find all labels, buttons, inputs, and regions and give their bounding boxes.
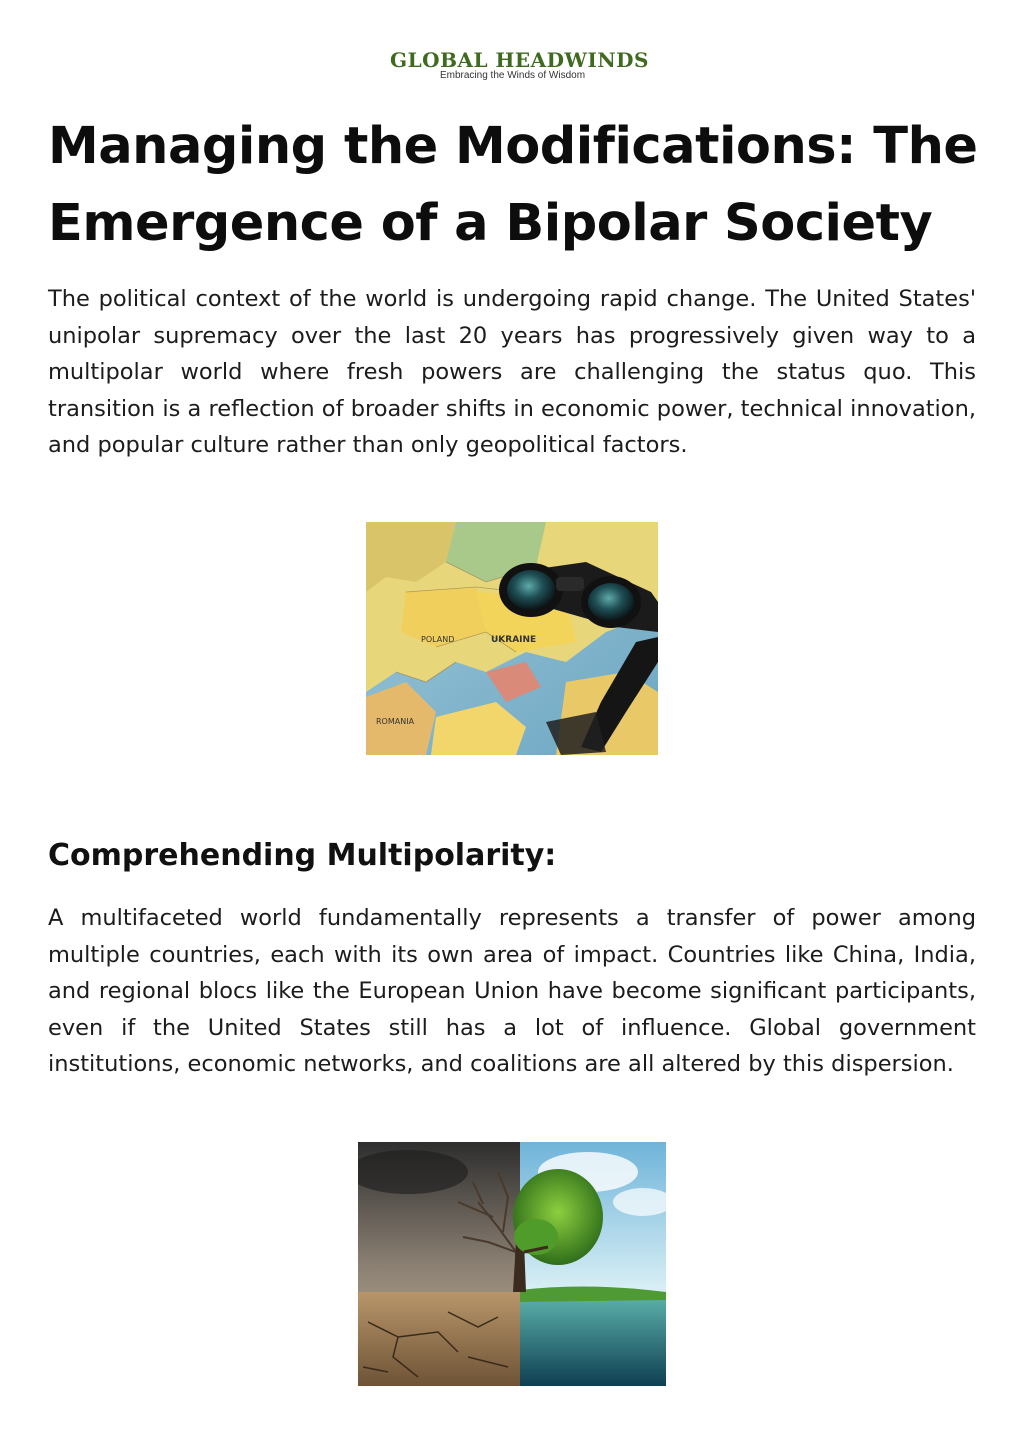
map-label: ROMANIA [376, 717, 415, 726]
brand-logo [390, 48, 649, 90]
map-label: UKRAINE [491, 635, 537, 645]
section-paragraph: A multifaceted world fundamentally represents a transfer of power among multiple countries, each with its own area of impact. Countries like China, India, and regional blocs like the European Union have become significant participants, even if the United States still has a lot of influence. Global government institutions, economic networks, and coalitions are all altered by this dispersion. [48, 905, 976, 1078]
brand-tagline: Embracing the Winds of Wisdom [439, 70, 586, 81]
intro-paragraph: The political context of the world is undergoing rapid change. The United States' unipolar supremacy over the last 20 years has progressively given way to a multipolar world where fresh powers are challenging the status quo. This transition is a reflection of broader shifts in economic power, technical innovation, and popular culture rather than only geopolitical factors. [48, 286, 976, 459]
section-heading: Comprehending Multipolarity: [48, 838, 557, 873]
brand-name: GLOBAL HEADWINDS [390, 48, 649, 72]
split-tree-image [358, 1142, 666, 1386]
map-label: POLAND [421, 635, 455, 644]
page-title: Managing the Modifications: The Emergence of a Bipolar Society [48, 117, 978, 253]
map-binoculars-image [366, 522, 658, 755]
